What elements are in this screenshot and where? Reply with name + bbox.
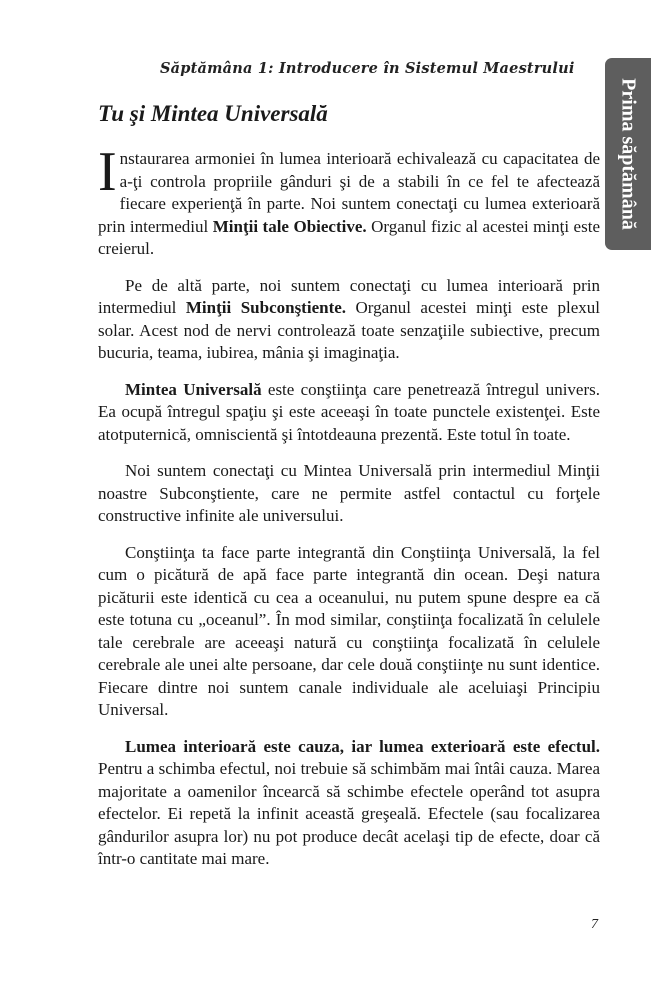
paragraph-text: Pentru a schimba efectul, noi trebuie să schimbăm mai întâi cauza. Marea majoritate a oamenilor încearcă să schimbe efectele operând tot asupra efectelor. Ei repetă la infinit această greşeală. Efectele (sau focalizarea gândurilor asupra lor) nu pot produce decât acelaşi tip de efecte, doar că într-o cantitate mai mare.: [98, 759, 600, 868]
bold-statement: Lumea interioară este cauza, iar lumea exterioară este efectul.: [125, 736, 600, 756]
paragraph-5: [98, 542, 600, 722]
page-number: 7: [591, 917, 598, 932]
paragraph-text: este conştiinţa care penetrează întregul univers. Ea ocupă întregul spaţiu şi este aceeaşi în toate punctele existenţei. Este atotputernică, omniscientă şi întotdeauna prezentă. Este totul în toate.: [98, 379, 600, 444]
bold-term: Minţii Subconştiente.: [185, 298, 347, 317]
section-title: Tu şi Mintea Universală: [98, 101, 328, 126]
bold-term: Minţii tale Obiective.: [212, 216, 367, 236]
paragraph-3: [98, 379, 600, 447]
paragraph-4: [98, 460, 600, 528]
paragraph-text: Organul acestei minţi este plexul solar. Acest nod de nervi controlează toate senzaţiile subiective, precum bucuria, teama, iubirea, mânia şi imaginaţia.: [98, 298, 600, 362]
paragraph-2: [98, 275, 600, 365]
paragraph-text: Conştiinţa ta face parte integrantă din Conştiinţa Universală, la fel cum o picătură de apă face parte integrantă din ocean. Deşi natura picăturii este identică cu cea a oceanului, nu putem spune despre ea că este totuna cu „oceanul”. În mod similar, conştiinţa focalizată în celulele tale cerebrale are aceeaşi natură cu conştiinţa focalizată în celulele cerebrale ale unei alte persoane, dar cele două conştiinţe nu sunt identice. Fiecare dintre noi suntem canale individuale ale aceluiaşi Principiu Universal.: [98, 542, 600, 719]
chapter-side-tab-label: Prima săptămână: [617, 78, 640, 230]
bold-term: Mintea Universală: [125, 379, 262, 399]
paragraph-text: Organul fizic al acestei minţi este creierul.: [98, 216, 600, 258]
paragraph-text: Pe de altă parte, noi suntem conectaţi cu lumea interioară prin intermediul: [98, 275, 600, 317]
running-header: Săptămâna 1: Introducere în Sistemul Maestrului: [160, 60, 575, 77]
paragraph-text: nstaurarea armoniei în lumea interioară echivalează cu capacitatea de a-ţi controla propriile gânduri şi de a stabili în ce fel te afectează fiecare experienţă în parte. Noi suntem conectaţi cu lumea exterioară prin intermediul: [98, 149, 600, 236]
paragraph-6: [98, 736, 600, 871]
paragraph-text: Noi suntem conectaţi cu Mintea Universală prin intermediul Minţii noastre Subconştiente, care ne permite astfel contactul cu forţele constructive infinite ale universului.: [98, 461, 600, 525]
chapter-side-tab: [605, 58, 651, 250]
page-body: [98, 100, 600, 885]
paragraph-1: [98, 141, 600, 261]
drop-cap: I: [98, 141, 117, 203]
